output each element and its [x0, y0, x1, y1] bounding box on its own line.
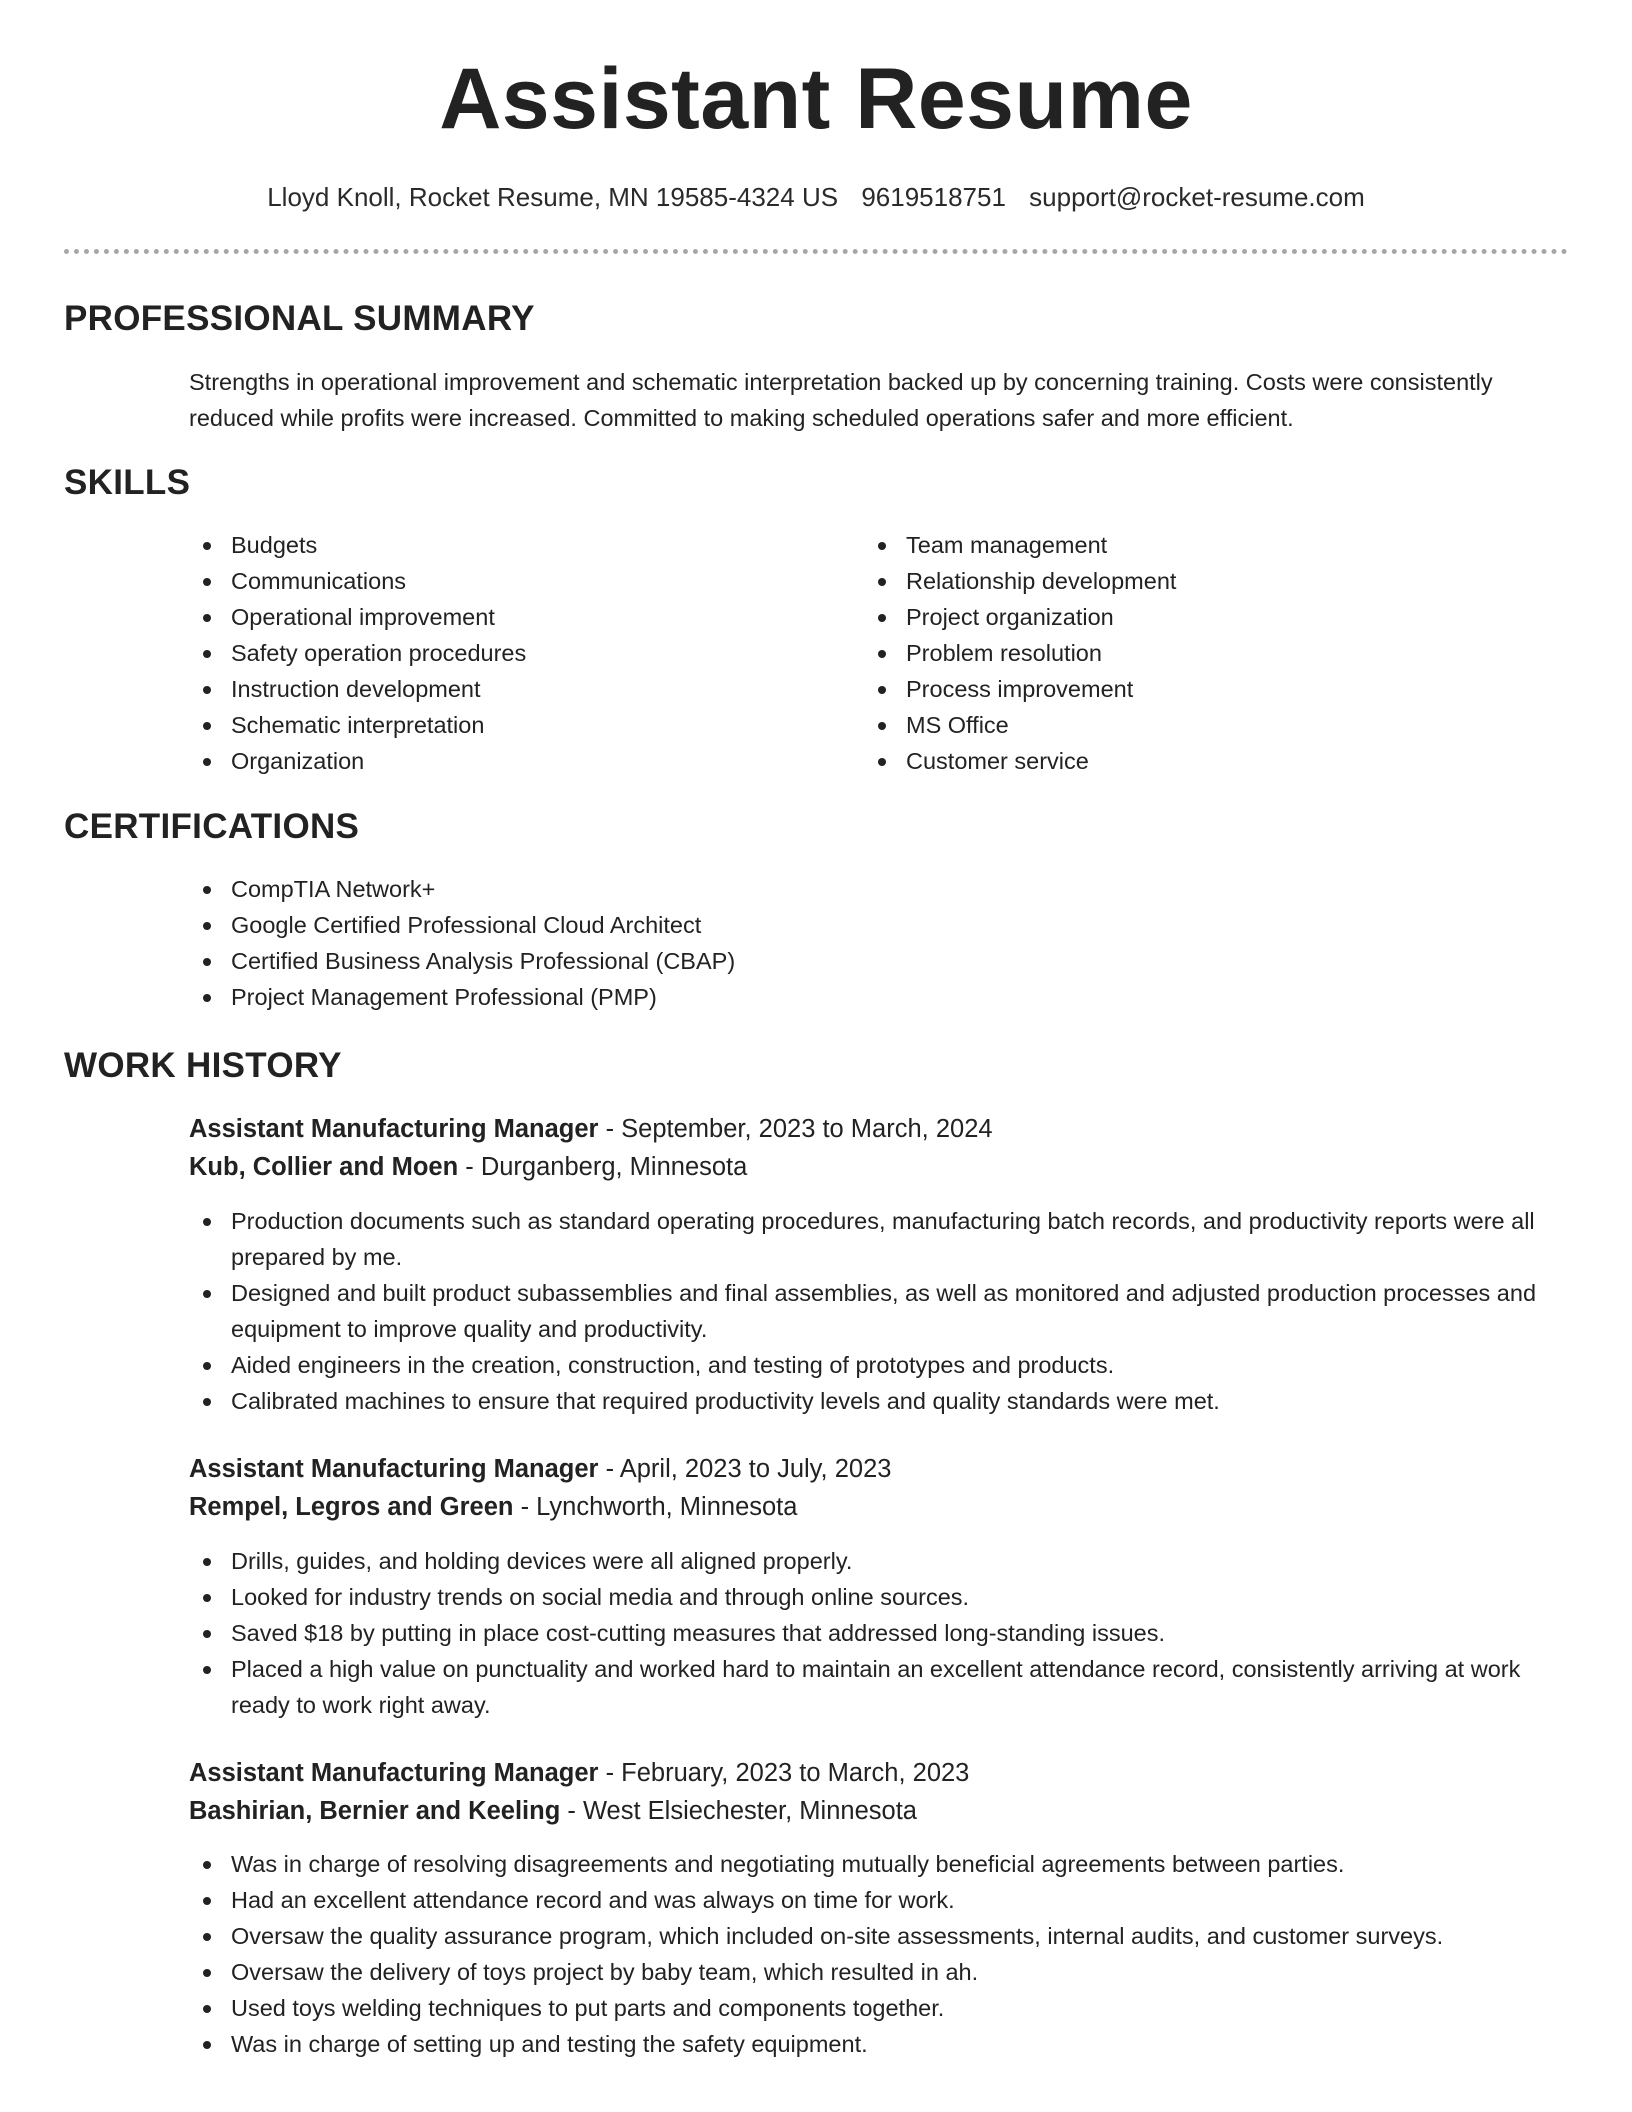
- skill-item: Operational improvement: [187, 599, 847, 635]
- job-company-line: [189, 1148, 747, 1186]
- job-bullet: Oversaw the quality assurance program, which included on-site assessments, internal audits, and customer surveys.: [187, 1918, 1537, 1954]
- job-company-line: [189, 1488, 797, 1526]
- job-bullet: Looked for industry trends on social media and through online sources.: [187, 1579, 1537, 1615]
- skill-item: MS Office: [862, 707, 1522, 743]
- skill-item: Process improvement: [862, 671, 1522, 707]
- contact-email: support@rocket-resume.com: [1029, 182, 1365, 212]
- job-bullet: Was in charge of setting up and testing the safety equipment.: [187, 2026, 1537, 2062]
- job-company: Rempel, Legros and Green: [189, 1493, 514, 1521]
- job-location: - Durganberg, Minnesota: [458, 1153, 748, 1181]
- resume-title: Assistant Resume: [439, 51, 1193, 147]
- job-company-line: [189, 1792, 917, 1830]
- job-location: - West Elsiechester, Minnesota: [560, 1797, 917, 1825]
- contact-address: Lloyd Knoll, Rocket Resume, MN 19585-4324 US: [267, 182, 839, 212]
- job-title: Assistant Manufacturing Manager: [189, 1115, 599, 1143]
- job-title: Assistant Manufacturing Manager: [189, 1455, 599, 1483]
- job-bullets: [187, 1543, 1537, 1723]
- job-location: - Lynchworth, Minnesota: [513, 1493, 798, 1521]
- job-bullet: Saved $18 by putting in place cost-cutting measures that addressed long-standing issues.: [187, 1615, 1537, 1651]
- job-title-line: [189, 1754, 969, 1792]
- job-company: Kub, Collier and Moen: [189, 1153, 459, 1181]
- skill-item: Communications: [187, 563, 847, 599]
- job-bullets: [187, 1203, 1537, 1419]
- job-bullet: Placed a high value on punctuality and worked hard to maintain an excellent attendance record, consistently arriving at work ready to work right away.: [187, 1651, 1537, 1723]
- skill-item: Organization: [187, 743, 847, 779]
- skills-list-left: [187, 527, 847, 779]
- skill-item: Problem resolution: [862, 635, 1522, 671]
- contact-line: [0, 182, 1632, 213]
- job-bullet: Production documents such as standard operating procedures, manufacturing batch records, and productivity reports were all prepared by me.: [187, 1203, 1537, 1275]
- certification-item: Google Certified Professional Cloud Architect: [187, 907, 1567, 943]
- certifications-list: [187, 871, 1567, 1015]
- skill-item: Schematic interpretation: [187, 707, 847, 743]
- job-title: Assistant Manufacturing Manager: [189, 1759, 599, 1787]
- skill-item: Safety operation procedures: [187, 635, 847, 671]
- job-bullet: Had an excellent attendance record and was always on time for work.: [187, 1882, 1537, 1918]
- certification-item: Project Management Professional (PMP): [187, 979, 1567, 1015]
- certifications-heading: CERTIFICATIONS: [64, 807, 360, 846]
- job-title-line: [189, 1450, 891, 1488]
- job-dates: - September, 2023 to March, 2024: [598, 1115, 993, 1143]
- job-bullet: Calibrated machines to ensure that required productivity levels and quality standards were met.: [187, 1383, 1537, 1419]
- certification-item: Certified Business Analysis Professional (CBAP): [187, 943, 1567, 979]
- skill-item: Team management: [862, 527, 1522, 563]
- job-bullet: Aided engineers in the creation, construction, and testing of prototypes and products.: [187, 1347, 1537, 1383]
- skill-item: Instruction development: [187, 671, 847, 707]
- job-bullet: Drills, guides, and holding devices were all aligned properly.: [187, 1543, 1537, 1579]
- job-dates: - February, 2023 to March, 2023: [598, 1759, 970, 1787]
- job-company: Bashirian, Bernier and Keeling: [189, 1797, 561, 1825]
- job-bullets: [187, 1846, 1537, 2062]
- job-title-line: [189, 1110, 993, 1148]
- skill-item: Budgets: [187, 527, 847, 563]
- job-bullet: Used toys welding techniques to put parts and components together.: [187, 1990, 1537, 2026]
- skills-list-right: [862, 527, 1522, 779]
- job-bullet: Designed and built product subassemblies and final assemblies, as well as monitored and adjusted production processes and equipment to improve quality and productivity.: [187, 1275, 1537, 1347]
- job-dates: - April, 2023 to July, 2023: [598, 1455, 892, 1483]
- header-divider: [64, 249, 1568, 254]
- work-history-heading: WORK HISTORY: [64, 1046, 342, 1085]
- certification-item: CompTIA Network+: [187, 871, 1567, 907]
- skill-item: Project organization: [862, 599, 1522, 635]
- skill-item: Customer service: [862, 743, 1522, 779]
- skills-heading: SKILLS: [64, 463, 191, 502]
- summary-text: Strengths in operational improvement and schematic interpretation backed up by concerning training. Costs were consistently reduced while profits were increased. Committed to making scheduled operations safer and more efficient.: [189, 369, 1493, 431]
- contact-phone: 9619518751: [861, 182, 1006, 212]
- skill-item: Relationship development: [862, 563, 1522, 599]
- job-bullet: Was in charge of resolving disagreements and negotiating mutually beneficial agreements between parties.: [187, 1846, 1537, 1882]
- job-bullet: Oversaw the delivery of toys project by baby team, which resulted in ah.: [187, 1954, 1537, 1990]
- summary-heading: PROFESSIONAL SUMMARY: [64, 299, 535, 338]
